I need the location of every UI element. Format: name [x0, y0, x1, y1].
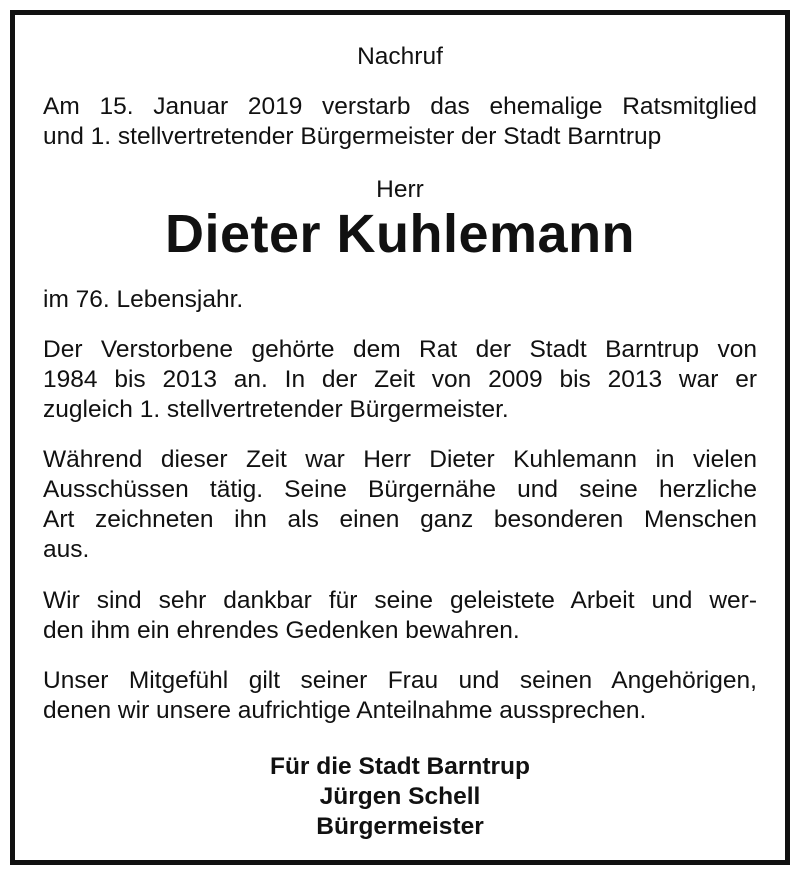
intro-line-1: Am 15. Januar 2019 verstarb das ehemalige Ratsmitglied	[43, 93, 757, 120]
paragraph2-line-3: Art zeichneten ihn als einen ganz besonderen Menschen	[43, 506, 757, 533]
obituary-frame	[10, 10, 790, 865]
paragraph3-line-2: den ihm ein ehrendes Gedenken bewahren.	[43, 617, 520, 644]
age-line: im 76. Lebensjahr.	[43, 286, 244, 313]
paragraph2-line-4: aus.	[43, 536, 90, 563]
paragraph2-line-2: Ausschüssen tätig. Seine Bürgernähe und seine herzliche	[43, 476, 757, 503]
paragraph2-line-1: Während dieser Zeit war Herr Dieter Kuhlemann in vielen	[43, 446, 757, 473]
signature-organisation: Für die Stadt Barntrup	[270, 753, 530, 780]
heading: Nachruf	[357, 43, 443, 70]
paragraph1-line-3: zugleich 1. stellvertretender Bürgermeister.	[43, 396, 509, 423]
deceased-name: Dieter Kuhlemann	[164, 204, 636, 264]
salutation: Herr	[376, 176, 424, 203]
paragraph1-line-2: 1984 bis 2013 an. In der Zeit von 2009 bis 2013 war er	[43, 366, 757, 393]
paragraph3-line-1: Wir sind sehr dankbar für seine geleistete Arbeit und wer-	[43, 587, 757, 614]
signature-title: Bürgermeister	[316, 813, 484, 840]
signature-name: Jürgen Schell	[319, 783, 481, 810]
paragraph4-line-2: denen wir unsere aufrichtige Anteilnahme aussprechen.	[43, 697, 647, 724]
intro-line-2: und 1. stellvertretender Bürgermeister der Stadt Barntrup	[43, 123, 662, 150]
obituary-content	[15, 15, 785, 860]
paragraph4-line-1: Unser Mitgefühl gilt seiner Frau und seinen Angehörigen,	[43, 667, 757, 694]
paragraph1-line-1: Der Verstorbene gehörte dem Rat der Stadt Barntrup von	[43, 336, 757, 363]
